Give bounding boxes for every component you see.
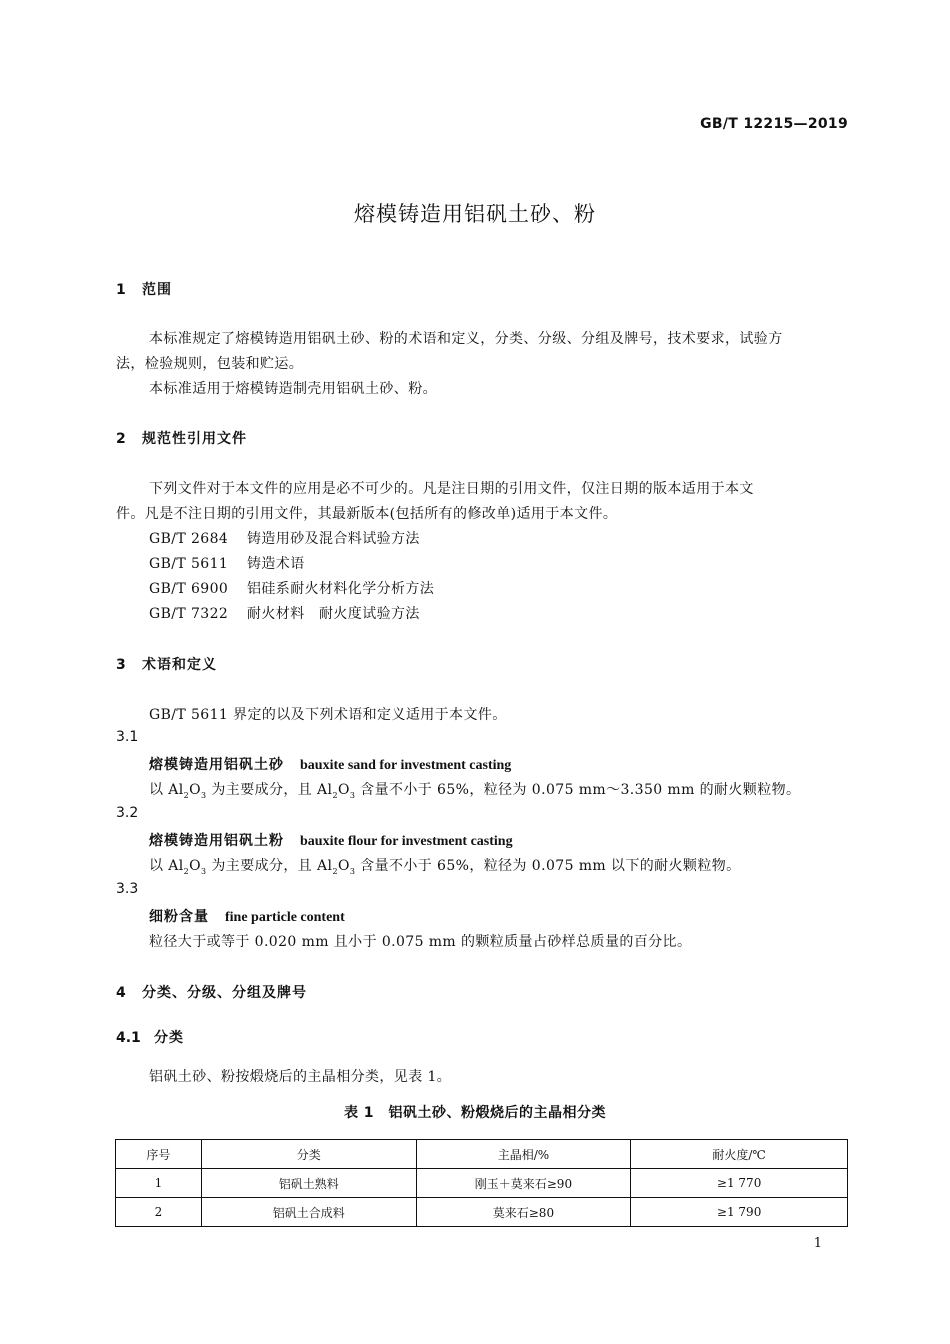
reference-item: [149, 578, 434, 598]
definition-text: 为主要成分，且: [206, 782, 318, 798]
subsection-number: 4.1: [116, 1030, 141, 1046]
page-number: 1: [813, 1236, 822, 1251]
classification-table: [115, 1139, 848, 1227]
table-cell: 莫来石≥80: [416, 1198, 631, 1227]
reference-name: 耐火材料 耐火度试验方法: [247, 606, 420, 622]
clause-number: 3.3: [116, 881, 139, 897]
section-number: 3: [116, 657, 126, 673]
term-definition: [149, 855, 741, 876]
section-number: 1: [116, 282, 126, 298]
table-cell: 2: [116, 1198, 202, 1227]
reference-code: GB/T 7322: [149, 606, 229, 622]
reference-code: GB/T 6900: [149, 581, 229, 597]
table-header-cell: 分类: [201, 1140, 416, 1169]
definition-text: 以: [149, 858, 169, 874]
reference-item: [149, 528, 420, 548]
term-entry: [149, 754, 511, 774]
table-cell: 刚玉＋莫来石≥90: [416, 1169, 631, 1198]
definition-text: 含量不小于 65%，粒径为 0.075 mm～3.350 mm 的耐火颗粒物。: [355, 782, 801, 798]
section-3-heading: [116, 654, 217, 674]
term-english: bauxite flour for investment casting: [300, 834, 513, 849]
term-chinese: 熔模铸造用铝矾土粉: [149, 833, 284, 849]
table-cell: ≥1 770: [631, 1169, 848, 1198]
paragraph: 法，检验规则，包装和贮运。: [116, 356, 304, 372]
reference-name: 铝硅系耐火材料化学分析方法: [247, 581, 435, 597]
paragraph: 本标准适用于熔模铸造制壳用铝矾土砂、粉。: [149, 381, 437, 397]
term-chinese: 细粉含量: [149, 909, 209, 925]
table-header-cell: 序号: [116, 1140, 202, 1169]
table-title: 表 1 铝矾土砂、粉煅烧后的主晶相分类: [343, 1105, 607, 1121]
document-title: 熔模铸造用铝矾土砂、粉: [354, 202, 596, 226]
definition-text: 为主要成分，且: [206, 858, 318, 874]
chemical-formula: $Al_2O_3$: [168, 858, 207, 876]
section-title: 分类、分级、分组及牌号: [142, 985, 307, 1001]
paragraph: 件。凡是不注日期的引用文件，其最新版本(包括所有的修改单)适用于本文件。: [116, 506, 618, 522]
section-title: 规范性引用文件: [142, 431, 247, 447]
clause-number: 3.1: [116, 729, 139, 745]
term-definition: [149, 779, 800, 800]
reference-item: [149, 603, 420, 623]
reference-code: GB/T 2684: [149, 531, 229, 547]
subsection-4-1-heading: [116, 1027, 184, 1047]
chemical-formula: $Al_2O_3$: [317, 782, 356, 800]
term-entry: [149, 830, 513, 850]
table-header-cell: 耐火度/℃: [631, 1140, 848, 1169]
definition-text: 含量不小于 65%，粒径为 0.075 mm 以下的耐火颗粒物。: [355, 858, 741, 874]
paragraph: GB/T 5611 界定的以及下列术语和定义适用于本文件。: [149, 707, 507, 723]
table-header-row: [116, 1140, 848, 1169]
reference-code: GB/T 5611: [149, 556, 229, 572]
reference-name: 铸造用砂及混合料试验方法: [247, 531, 420, 547]
section-1-heading: [116, 279, 172, 299]
term-entry: [149, 906, 345, 926]
chemical-formula: $Al_2O_3$: [317, 858, 356, 876]
table-cell: 铝矾土熟料: [201, 1169, 416, 1198]
paragraph: 铝矾土砂、粉按煅烧后的主晶相分类，见表 1。: [149, 1069, 452, 1085]
table-row: [116, 1169, 848, 1198]
clause-number: 3.2: [116, 805, 139, 821]
chemical-formula: $Al_2O_3$: [168, 782, 207, 800]
section-4-heading: [116, 982, 307, 1002]
table-cell: 铝矾土合成料: [201, 1198, 416, 1227]
table-cell: ≥1 790: [631, 1198, 848, 1227]
section-title: 范围: [142, 282, 172, 298]
paragraph: 下列文件对于本文件的应用是必不可少的。凡是注日期的引用文件，仅注日期的版本适用于本文: [149, 481, 754, 497]
term-chinese: 熔模铸造用铝矾土砂: [149, 757, 284, 773]
subsection-title: 分类: [154, 1030, 184, 1046]
section-number: 2: [116, 431, 126, 447]
term-definition: 粒径大于或等于 0.020 mm 且小于 0.075 mm 的颗粒质量占砂样总质量的百分比。: [149, 934, 692, 950]
table-row: [116, 1198, 848, 1227]
term-english: fine particle content: [225, 910, 345, 925]
definition-text: 以: [149, 782, 169, 798]
term-english: bauxite sand for investment casting: [300, 758, 512, 773]
paragraph: 本标准规定了熔模铸造用铝矾土砂、粉的术语和定义，分类、分级、分组及牌号，技术要求，试验方: [149, 331, 783, 347]
table-cell: 1: [116, 1169, 202, 1198]
section-2-heading: [116, 428, 247, 448]
reference-name: 铸造术语: [247, 556, 305, 572]
section-title: 术语和定义: [142, 657, 217, 673]
reference-item: [149, 553, 305, 573]
table-header-cell: 主晶相/%: [416, 1140, 631, 1169]
section-number: 4: [116, 985, 126, 1001]
standard-code: GB/T 12215—2019: [700, 116, 848, 132]
